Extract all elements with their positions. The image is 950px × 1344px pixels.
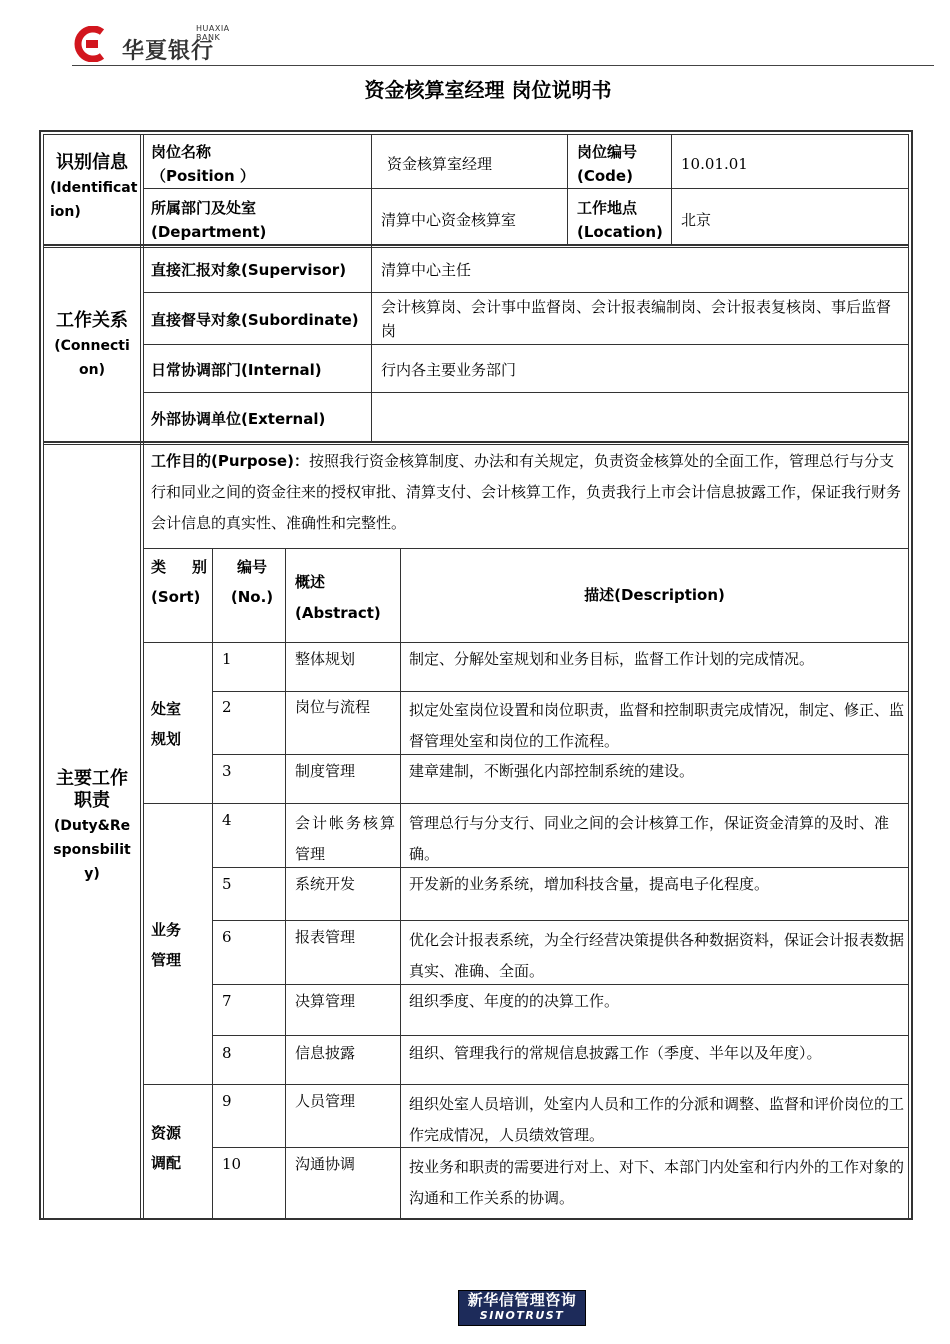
item-abstract: 报表管理 bbox=[295, 928, 356, 946]
group-resources: 资源调配 bbox=[151, 1124, 182, 1172]
bank-logo bbox=[72, 24, 242, 64]
divider bbox=[43, 244, 909, 246]
item-abstract: 系统开发 bbox=[295, 875, 356, 893]
divider bbox=[400, 548, 401, 1220]
position-label-cn: 岗位名称 bbox=[151, 143, 212, 161]
item-abstract: 人员管理 bbox=[295, 1092, 356, 1110]
divider bbox=[143, 548, 909, 549]
bank-name-en: HUAXIA BANK bbox=[196, 24, 230, 42]
item-no: 9 bbox=[222, 1092, 232, 1110]
item-description: 拟定处室岗位设置和岗位职责，监督和控制职责完成情况，制定、修正、监督管理处室和岗位的工作流程。 bbox=[409, 701, 905, 750]
divider bbox=[143, 392, 909, 393]
item-no: 8 bbox=[222, 1044, 232, 1062]
internal-value: 行内各主要业务部门 bbox=[381, 361, 517, 379]
internal-label: 日常协调部门(Internal) bbox=[151, 361, 322, 379]
location-label-cn: 工作地点 bbox=[577, 199, 638, 217]
subordinate-label: 直接督导对象(Subordinate) bbox=[151, 311, 359, 329]
divider bbox=[143, 803, 909, 804]
code-label-cn: 岗位编号 bbox=[577, 143, 638, 161]
item-description: 组织季度、年度的的决算工作。 bbox=[409, 992, 620, 1010]
divider bbox=[371, 134, 372, 443]
item-no: 10 bbox=[222, 1155, 242, 1173]
identification-section-label bbox=[46, 152, 138, 224]
position-value: 资金核算室经理 bbox=[387, 155, 493, 173]
col-header-sort: 类 别 (Sort) bbox=[151, 558, 207, 606]
divider bbox=[140, 134, 141, 1220]
divider bbox=[143, 642, 909, 643]
location-label bbox=[577, 196, 663, 244]
item-abstract: 会计帐务核算管理 bbox=[295, 814, 395, 863]
location-label-en: (Location) bbox=[577, 223, 663, 241]
item-description: 制定、分解处室规划和业务目标，监督工作计划的完成情况。 bbox=[409, 650, 815, 668]
item-no: 6 bbox=[222, 928, 232, 946]
purpose-label: 工作目的(Purpose)： bbox=[151, 452, 309, 470]
supervisor-label: 直接汇报对象(Supervisor) bbox=[151, 261, 347, 279]
col-header-abstract: 概述 (Abstract) bbox=[295, 573, 381, 622]
divider bbox=[212, 691, 909, 692]
department-value: 清算中心资金核算室 bbox=[381, 211, 517, 229]
divider bbox=[143, 134, 144, 1220]
item-description: 组织处室人员培训，处室内人员和工作的分派和调整、监督和评价岗位的工作完成情况，人员绩效管理。 bbox=[409, 1095, 905, 1144]
consultant-name-cn: 新华信管理咨询 bbox=[467, 1291, 577, 1309]
divider bbox=[671, 134, 672, 246]
item-abstract: 整体规划 bbox=[295, 650, 356, 668]
divider bbox=[567, 134, 568, 246]
bank-name-cn: 华夏银行 bbox=[122, 39, 215, 64]
external-label: 外部协调单位(External) bbox=[151, 410, 326, 428]
purpose bbox=[151, 446, 907, 539]
item-description: 组织、管理我行的常规信息披露工作（季度、半年以及年度）。 bbox=[409, 1044, 822, 1062]
department-label-en: (Department) bbox=[151, 223, 267, 241]
item-abstract: 沟通协调 bbox=[295, 1155, 356, 1173]
huaxia-logo-icon bbox=[72, 26, 110, 62]
divider bbox=[143, 292, 909, 293]
divider bbox=[43, 247, 909, 248]
divider bbox=[43, 444, 909, 445]
duties-section-label bbox=[46, 768, 138, 886]
relations-section-label bbox=[46, 310, 138, 382]
section-title: 识别信息 bbox=[56, 152, 128, 173]
item-no: 7 bbox=[222, 992, 232, 1010]
section-title: 主要工作职责 bbox=[56, 768, 128, 811]
subordinate-value: 会计核算岗、会计事中监督岗、会计报表编制岗、会计报表复核岗、事后监督岗 bbox=[381, 298, 892, 340]
item-description: 按业务和职责的需要进行对上、对下、本部门内处室和行内外的工作对象的沟通和工作关系的协调。 bbox=[409, 1158, 905, 1207]
header-divider bbox=[72, 65, 934, 66]
item-description: 管理总行与分支行、同业之间的会计核算工作，保证资金清算的及时、准确。 bbox=[409, 814, 890, 863]
item-no: 1 bbox=[222, 650, 232, 668]
divider bbox=[212, 1035, 909, 1036]
purpose-text: 按照我行资金核算制度、办法和有关规定，负责资金核算处的全面工作，管理总行与分支行和同业之间的资金往来的授权审批、清算支付、会计核算工作，负责我行上市会计信息披露工作，保证我行财务会计信息的真实性、准确性和完整性。 bbox=[151, 452, 902, 532]
code-label-en: (Code) bbox=[577, 167, 633, 185]
code-value: 10.01.01 bbox=[681, 155, 748, 173]
item-description: 开发新的业务系统，增加科技含量，提高电子化程度。 bbox=[409, 875, 770, 893]
document-title: 资金核算室经理 岗位说明书 bbox=[364, 78, 612, 102]
divider bbox=[143, 344, 909, 345]
department-label-cn: 所属部门及处室 bbox=[151, 199, 257, 217]
divider bbox=[285, 548, 286, 1220]
section-subtitle: (Identification) bbox=[50, 180, 138, 220]
col-header-description: 描述(Description) bbox=[584, 586, 725, 604]
divider bbox=[212, 920, 909, 921]
code-label bbox=[577, 140, 637, 188]
consultant-name-en: SINOTRUST bbox=[479, 1309, 565, 1322]
item-no: 5 bbox=[222, 875, 232, 893]
location-value: 北京 bbox=[681, 211, 712, 229]
position-label bbox=[151, 140, 255, 188]
divider bbox=[143, 1084, 909, 1085]
item-no: 3 bbox=[222, 762, 232, 780]
section-subtitle: (Connection) bbox=[54, 338, 130, 378]
section-title: 工作关系 bbox=[56, 310, 128, 331]
item-no: 4 bbox=[222, 811, 232, 829]
item-abstract: 岗位与流程 bbox=[295, 698, 371, 716]
group-planning: 处室规划 bbox=[151, 700, 182, 748]
item-abstract: 信息披露 bbox=[295, 1044, 356, 1062]
sinotrust-logo bbox=[458, 1290, 586, 1326]
divider bbox=[212, 548, 213, 1220]
supervisor-value: 清算中心主任 bbox=[381, 261, 472, 279]
department-label bbox=[151, 196, 266, 244]
item-abstract: 制度管理 bbox=[295, 762, 356, 780]
divider bbox=[43, 441, 909, 443]
item-description: 优化会计报表系统，为全行经营决策提供各种数据资料，保证会计报表数据真实、准确、全面。 bbox=[409, 931, 905, 980]
divider bbox=[143, 188, 909, 189]
position-label-en: （Position ） bbox=[151, 167, 255, 185]
col-header-no: 编号 (No.) bbox=[230, 558, 274, 606]
group-business: 业务管理 bbox=[151, 921, 182, 969]
section-subtitle: (Duty&Responsbility) bbox=[53, 818, 131, 882]
item-abstract: 决算管理 bbox=[295, 992, 356, 1010]
item-no: 2 bbox=[222, 698, 232, 716]
item-description: 建章建制，不断强化内部控制系统的建设。 bbox=[409, 762, 695, 780]
